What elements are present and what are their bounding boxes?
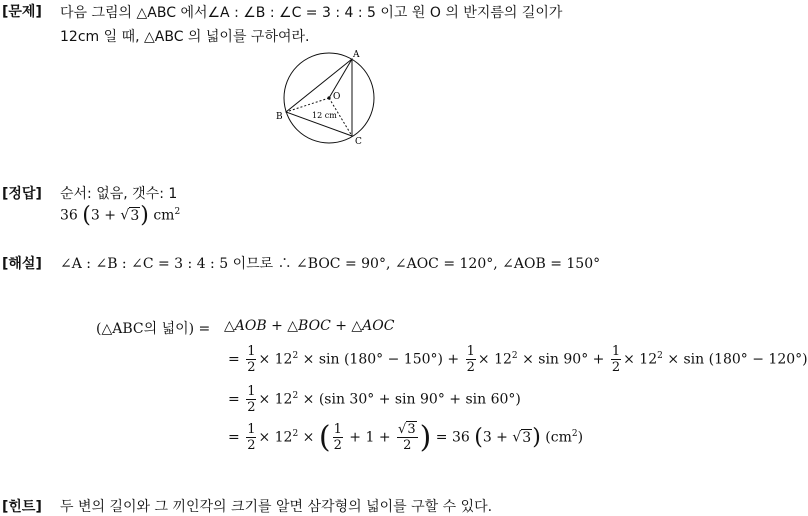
- row4-e-exp: 2: [571, 428, 578, 439]
- row2-b: × sin (180° − 150°) +: [302, 351, 460, 368]
- fraction-num: 1: [247, 422, 256, 437]
- label-o: O: [333, 92, 341, 102]
- solution-rhs-1-text: △AOB + △BOC + △AOC: [224, 318, 395, 334]
- label-b: B: [276, 112, 283, 122]
- paren-close: ): [532, 425, 541, 450]
- answer-unit-exp: 2: [174, 206, 181, 217]
- fraction-num: 1: [466, 344, 475, 359]
- row2-a: × 12: [258, 351, 293, 368]
- fraction-half: [611, 344, 621, 375]
- fraction-half: [333, 422, 343, 453]
- paren-close: ): [140, 203, 149, 228]
- row2-d: × sin 90° +: [522, 351, 605, 368]
- row3-a-exp: 2: [292, 390, 299, 401]
- fraction-den: 2: [247, 360, 256, 375]
- segment-ob: [286, 98, 329, 112]
- fraction-half: [466, 344, 476, 375]
- fraction-num: 1: [333, 422, 342, 437]
- answer-line-1: 순서: 없음, 갯수: 1: [60, 186, 178, 202]
- fraction-den: 2: [333, 438, 342, 453]
- row4-d: 3 +: [482, 429, 513, 446]
- row4-root-2: 3: [522, 429, 532, 446]
- fraction-num: 1: [247, 384, 256, 399]
- fraction-root3-half: [397, 422, 418, 453]
- label-a: A: [353, 50, 360, 60]
- center-point: [327, 96, 330, 99]
- label-c: C: [355, 137, 362, 147]
- problem-line-1: 다음 그림의 △ABC 에서∠A : ∠B : ∠C = 3 : 4 : 5 이고 원 O 의 반지름의 길이가: [60, 5, 563, 21]
- row4-e: (cm: [545, 429, 572, 446]
- solution-row-2: [228, 344, 808, 375]
- fraction-den: 2: [403, 438, 412, 453]
- paren-open: (: [474, 425, 483, 450]
- row2-eq: =: [228, 351, 240, 368]
- answer-unit: cm: [153, 207, 175, 224]
- answer-root: 3: [130, 207, 140, 224]
- hint-tag: [힌트]: [2, 499, 42, 515]
- answer-value-prefix: 36: [60, 207, 78, 224]
- row3-eq: =: [228, 391, 240, 408]
- fraction-num: 1: [247, 344, 256, 359]
- row2-e: × 12: [623, 351, 658, 368]
- row4-c: = 36: [435, 429, 470, 446]
- row4-eq: =: [228, 429, 240, 446]
- row2-a-exp: 2: [292, 350, 299, 361]
- fraction-half: [246, 384, 256, 415]
- fraction-num: 1: [611, 344, 621, 359]
- answer-tag: [정답]: [2, 186, 42, 202]
- fraction-den: 2: [247, 438, 256, 453]
- solution-row-3: [228, 384, 521, 415]
- row2-e-exp: 2: [657, 350, 663, 361]
- solution-tag: [해설]: [2, 256, 42, 272]
- fraction-den: 2: [466, 360, 475, 375]
- big-paren-open: (: [318, 420, 331, 455]
- solution-row-4: = $\frac{1}{2}$ × $12^2$ × ( $\frac{1}{2}$ + 1 + $\frac{√3}{2}$ ) = 36 (3 + √3) $(cm^2)$: [228, 420, 584, 455]
- fraction-half: [246, 344, 256, 375]
- circle-figure: [270, 46, 385, 150]
- solution-line-1: ∠A : ∠B : ∠C = 3 : 4 : 5 이므로 ∴ ∠BOC = 90°, ∠AOC = 120°, ∠AOB = 150°: [60, 256, 601, 272]
- row2-c-exp: 2: [511, 350, 518, 361]
- fraction-den: 2: [611, 360, 621, 375]
- label-radius: 12 cm: [312, 111, 337, 120]
- fraction-den: 2: [247, 400, 256, 415]
- row4-root: 3: [407, 422, 416, 437]
- solution-rhs-1: [224, 318, 394, 334]
- fraction-num-root3: √3: [398, 422, 416, 437]
- row2-f: × sin (180° − 120°): [667, 351, 808, 368]
- row3-a: × 12: [258, 391, 293, 408]
- row3-b: × (sin 30° + sin 90° + sin 60°): [302, 391, 521, 408]
- hint-line-1: 두 변의 길이와 그 끼인각의 크기를 알면 삼각형의 넓이를 구할 수 있다.: [60, 499, 493, 515]
- row4-a: × 12: [258, 429, 293, 446]
- answer-value: 36 (3 + √3) $cm^2$: [60, 203, 181, 228]
- row4-b: + 1 +: [349, 429, 391, 446]
- big-paren-close: ): [419, 420, 432, 455]
- paren-open: (: [82, 203, 91, 228]
- fraction-half: [246, 422, 256, 453]
- row2-c: × 12: [477, 351, 512, 368]
- triangle-abc: [286, 59, 352, 136]
- solution-lhs: (△ABC의 넓이) =: [96, 321, 211, 337]
- problem-tag: [문제]: [2, 4, 42, 20]
- row4-a-exp: 2: [292, 428, 299, 439]
- problem-line-2: 12cm 일 때, △ABC 의 넓이를 구하여라.: [60, 29, 310, 45]
- answer-value-inner: 3 +: [90, 207, 121, 224]
